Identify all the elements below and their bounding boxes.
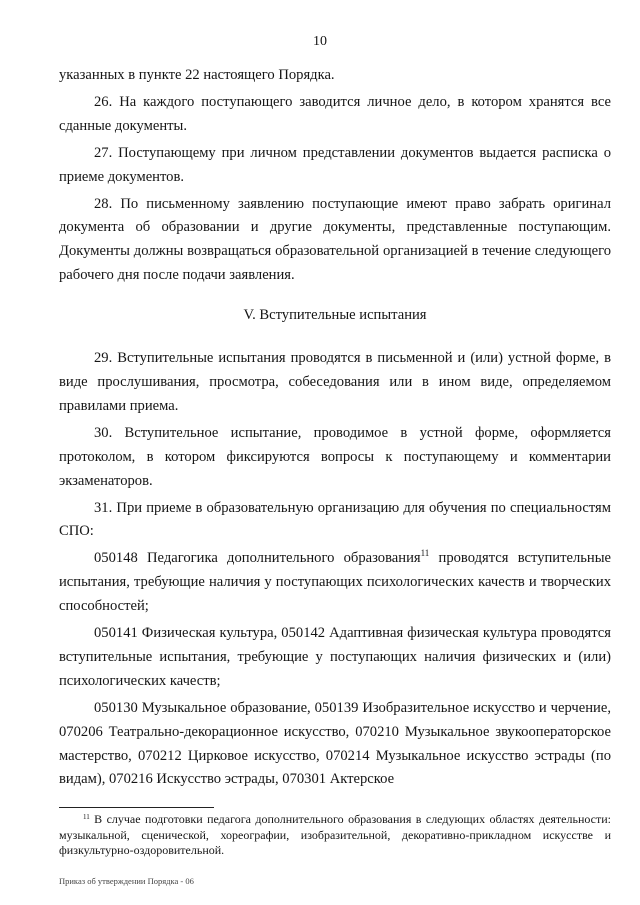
paragraph-28: 28. По письменному заявлению поступающие имеют право забрать оригинал документа об образовании и другие документы, представленные поступающим. Документы должны возвращаться образовательной организацией в течение следующего рабочего дня после подачи заявления. — [59, 195, 611, 284]
section-title: V. Вступительные испытания — [243, 307, 427, 324]
paragraph-29: 29. Вступительные испытания проводятся в письменной и (или) устной форме, в виде прослушивания, просмотра, собеседования или в ином виде, определяемом правилами приема. — [59, 350, 611, 414]
paragraph-31-arts: 050130 Музыкальное образование, 050139 Изобразительное искусство и черчение, 070206 Театрально-декорационное искусство, 070210 Музыкальное звукооператорское мастерство, 070212 Цирковое искусство, 070214 Музыкальное искусство эстрады (по видам), 070216 Искусство эстрады, 070301 Актерское — [59, 699, 611, 788]
paragraph-27: 27. Поступающему при личном представлении документов выдается расписка о приеме документов. — [59, 144, 611, 185]
document-body — [59, 64, 611, 795]
footnote-marker: 11 — [83, 813, 90, 821]
footnote-separator — [59, 807, 214, 808]
paragraph-continuation: указанных в пункте 22 настоящего Порядка. — [59, 67, 335, 83]
paragraph-31-pedagogy-start: 050148 Педагогика дополнительного образования — [94, 550, 421, 567]
page-number: 10 — [313, 34, 327, 49]
paragraph-31: 31. При приеме в образовательную организацию для обучения по специальностям СПО: — [59, 499, 611, 540]
paragraph-31-pedagogy — [59, 547, 611, 619]
paragraph-31-pedagogy-end: проводятся вступительные испытания, требующие наличия у поступающих психологических качеств и творческих способностей; — [59, 550, 611, 615]
page-footer: Приказ об утверждении Порядка - 06 — [59, 876, 194, 886]
paragraph-30: 30. Вступительное испытание, проводимое в устной форме, оформляется протоколом, в котором фиксируются вопросы к поступающему и комментарии экзаменаторов. — [59, 424, 611, 489]
paragraph-31-physical-culture: 050141 Физическая культура, 050142 Адаптивная физическая культура проводятся вступительные испытания, требующие у поступающих наличия физических и (или) психологических качеств; — [59, 625, 611, 689]
paragraph-26: 26. На каждого поступающего заводится личное дело, в котором хранятся все сданные документы. — [59, 93, 611, 134]
footnote-reference: 11 — [420, 548, 430, 559]
footnote-text: В случае подготовки педагога дополнительного образования в следующих областях деятельности: музыкальной, сценической, хореографии, изобразительной, декоративно-прикладном искусстве и физкультурно-оздоровительной. — [59, 812, 611, 857]
footnote — [59, 812, 611, 859]
